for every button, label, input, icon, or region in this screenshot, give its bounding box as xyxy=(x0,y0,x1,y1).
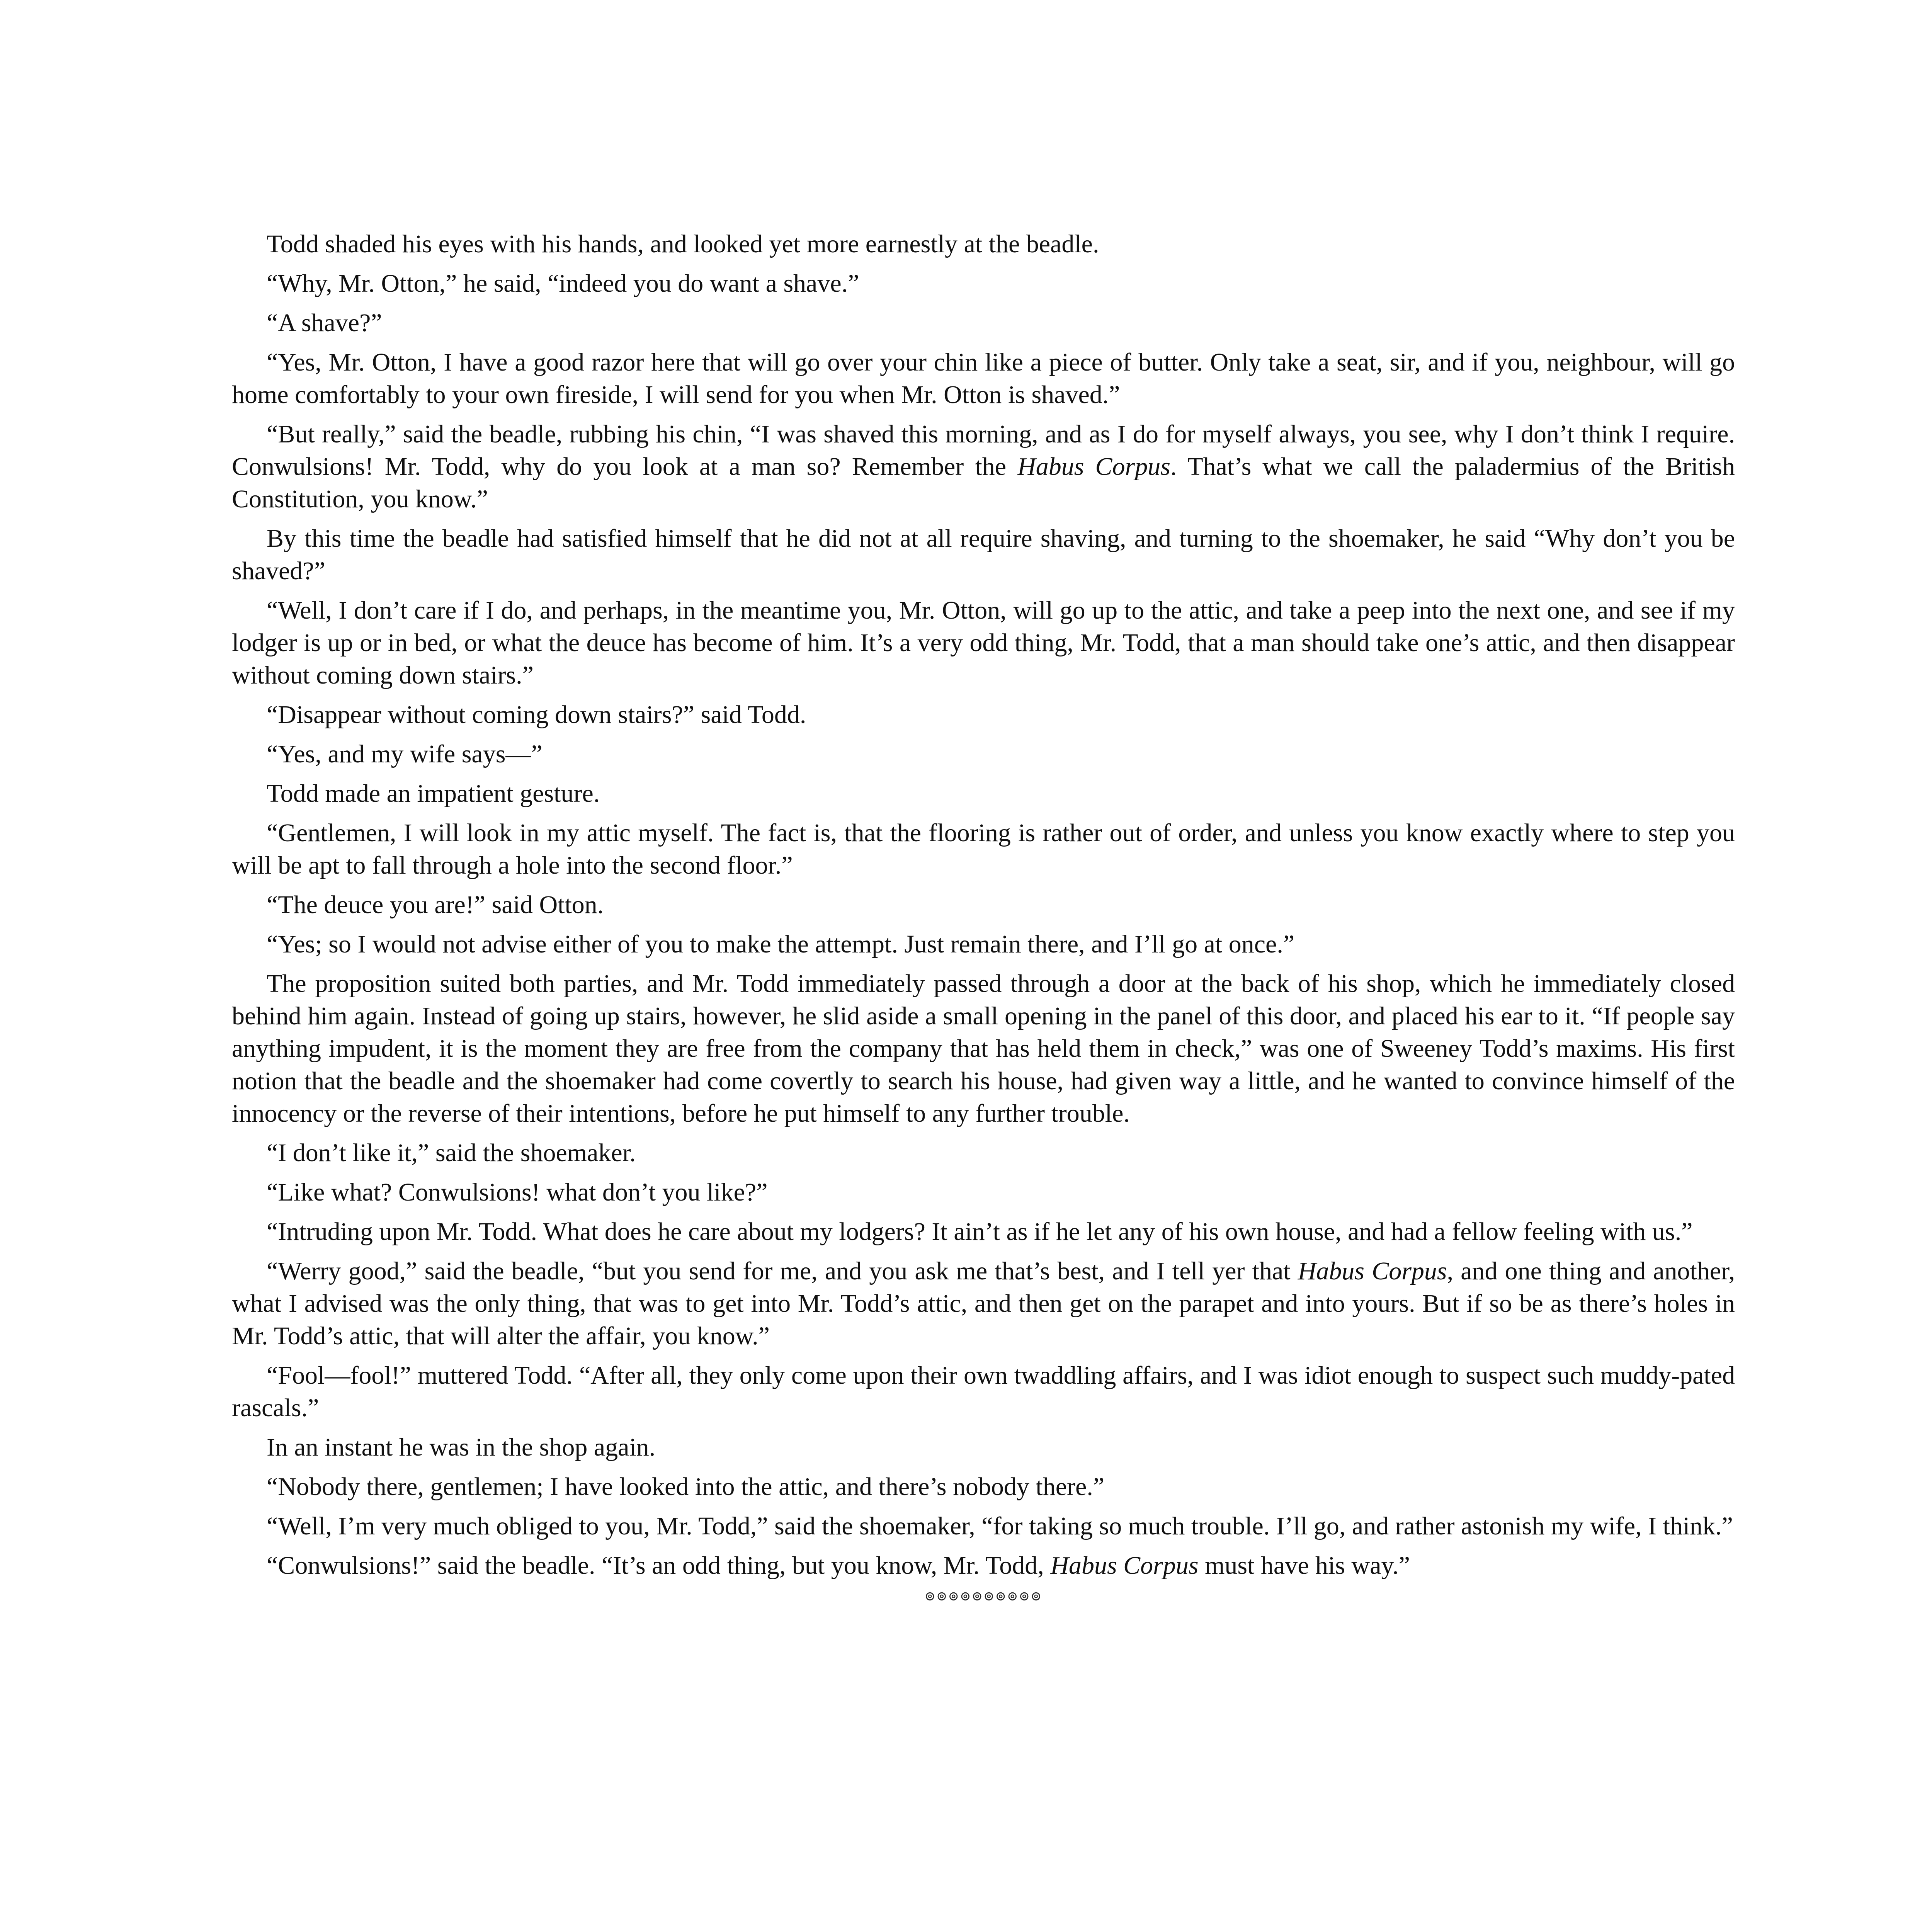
italic-text: Habus Corpus xyxy=(1017,452,1170,481)
text-run: “Well, I’m very much obliged to you, Mr. Todd,” said the shoemaker, “for taking so much trouble. I’ll go, and rather astonish my wife, I think.” xyxy=(267,1512,1733,1540)
body-paragraph xyxy=(232,777,1735,810)
text-run: . That’s what we call the paladermius of the British Constitution, you know.” xyxy=(232,452,1735,513)
body-paragraph xyxy=(232,418,1735,515)
body-paragraph xyxy=(232,1216,1735,1248)
text-run: “Yes, and my wife says—” xyxy=(267,740,543,768)
text-run: “Nobody there, gentlemen; I have looked into the attic, and there’s nobody there.” xyxy=(267,1473,1105,1501)
text-run: “Yes; so I would not advise either of you to make the attempt. Just remain there, and I’ll go at once.” xyxy=(267,930,1295,958)
body-paragraph xyxy=(232,968,1735,1130)
text-run: “Werry good,” said the beadle, “but you send for me, and you ask me that’s best, and I tell yer that xyxy=(267,1257,1298,1285)
body-paragraph xyxy=(232,699,1735,731)
body-paragraph xyxy=(232,1471,1735,1503)
text-run: “Conwulsions!” said the beadle. “It’s an odd thing, but you know, Mr. Todd, xyxy=(267,1551,1051,1580)
text-run: “Like what? Conwulsions! what don’t you like?” xyxy=(267,1178,768,1206)
body-paragraph xyxy=(232,1549,1735,1582)
text-run: “Yes, Mr. Otton, I have a good razor here that will go over your chin like a piece of butter. Only take a seat, sir, and if you, neighbour, will go home comfortably to your own fireside, I will send for you when Mr. Otton is shaved.” xyxy=(232,348,1735,409)
body-paragraph xyxy=(232,1359,1735,1424)
text-run: “The deuce you are!” said Otton. xyxy=(267,891,604,919)
body-paragraph xyxy=(232,928,1735,961)
text-run: “Well, I don’t care if I do, and perhaps, in the meantime you, Mr. Otton, will go up to the attic, and take a peep into the next one, and see if my lodger is up or in bed, or what the deuce has become of him. It’s a very odd thing, Mr. Todd, that a man should take one’s attic, and then disappear without coming down stairs.” xyxy=(232,596,1735,689)
body-paragraph xyxy=(232,228,1735,260)
body-paragraph xyxy=(232,889,1735,921)
body-paragraph xyxy=(232,522,1735,587)
text-run: , and one thing and another, what I advised was the only thing, that was to get into Mr. Todd’s attic, and then get on the parapet and into yours. But if so be as there’s holes in Mr. Todd’s attic, that will alter the affair, you know.” xyxy=(232,1257,1735,1350)
body-paragraph xyxy=(232,346,1735,411)
text-run: Todd shaded his eyes with his hands, and looked yet more earnestly at the beadle. xyxy=(267,230,1099,258)
text-run: “Why, Mr. Otton,” he said, “indeed you do want a shave.” xyxy=(267,269,859,298)
body-paragraph xyxy=(232,1431,1735,1464)
text-run: “Fool—fool!” muttered Todd. “After all, they only come upon their own twaddling affairs, and I was idiot enough to suspect such muddy-pated rascals.” xyxy=(232,1361,1735,1422)
text-run: Todd made an impatient gesture. xyxy=(267,779,600,808)
body-paragraph xyxy=(232,1510,1735,1543)
section-end-ornament: ⊚⊚⊚⊚⊚⊚⊚⊚⊚⊚ xyxy=(924,1589,1043,1604)
body-paragraph xyxy=(232,267,1735,300)
text-run: By this time the beadle had satisfied himself that he did not at all require shaving, and turning to the shoemaker, he said “Why don’t you be shaved?” xyxy=(232,524,1735,585)
body-paragraph xyxy=(232,817,1735,882)
body-paragraph xyxy=(232,1137,1735,1169)
italic-text: Habus Corpus xyxy=(1298,1257,1447,1285)
body-paragraph xyxy=(232,594,1735,692)
text-run: “Intruding upon Mr. Todd. What does he care about my lodgers? It ain’t as if he let any of his own house, and had a fellow feeling with us.” xyxy=(267,1218,1693,1246)
italic-text: Habus Corpus xyxy=(1050,1551,1199,1580)
text-run: The proposition suited both parties, and Mr. Todd immediately passed through a door at the back of his shop, which he immediately closed behind him again. Instead of going up stairs, however, he slid aside a small opening in the panel of this door, and placed his ear to it. “If people say anything impudent, it is the moment they are free from the company that has held them in check,” was one of Sweeney Todd’s maxims. His first notion that the beadle and the shoemaker had come covertly to search his house, had given way a little, and he wanted to convince himself of the innocency or the reverse of their intentions, before he put himself to any further trouble. xyxy=(232,969,1735,1128)
body-paragraph xyxy=(232,1176,1735,1209)
text-run: “A shave?” xyxy=(267,309,382,337)
text-run: “Disappear without coming down stairs?” said Todd. xyxy=(267,701,806,729)
text-run: must have his way.” xyxy=(1198,1551,1410,1580)
text-run: “I don’t like it,” said the shoemaker. xyxy=(267,1139,636,1167)
text-column xyxy=(232,228,1735,1604)
text-run: “Gentlemen, I will look in my attic myself. The fact is, that the flooring is rather out of order, and unless you know exactly where to step you will be apt to fall through a hole into the second floor.” xyxy=(232,819,1735,879)
body-paragraph xyxy=(232,1255,1735,1352)
body-paragraph xyxy=(232,738,1735,770)
text-run: “But really,” said the beadle, rubbing his chin, “I was shaved this morning, and as I do for myself always, you see, why I don’t think I require. Conwulsions! Mr. Todd, why do you look at a man so? Remember the xyxy=(232,420,1735,481)
body-paragraph xyxy=(232,307,1735,339)
text-run: In an instant he was in the shop again. xyxy=(267,1433,656,1461)
